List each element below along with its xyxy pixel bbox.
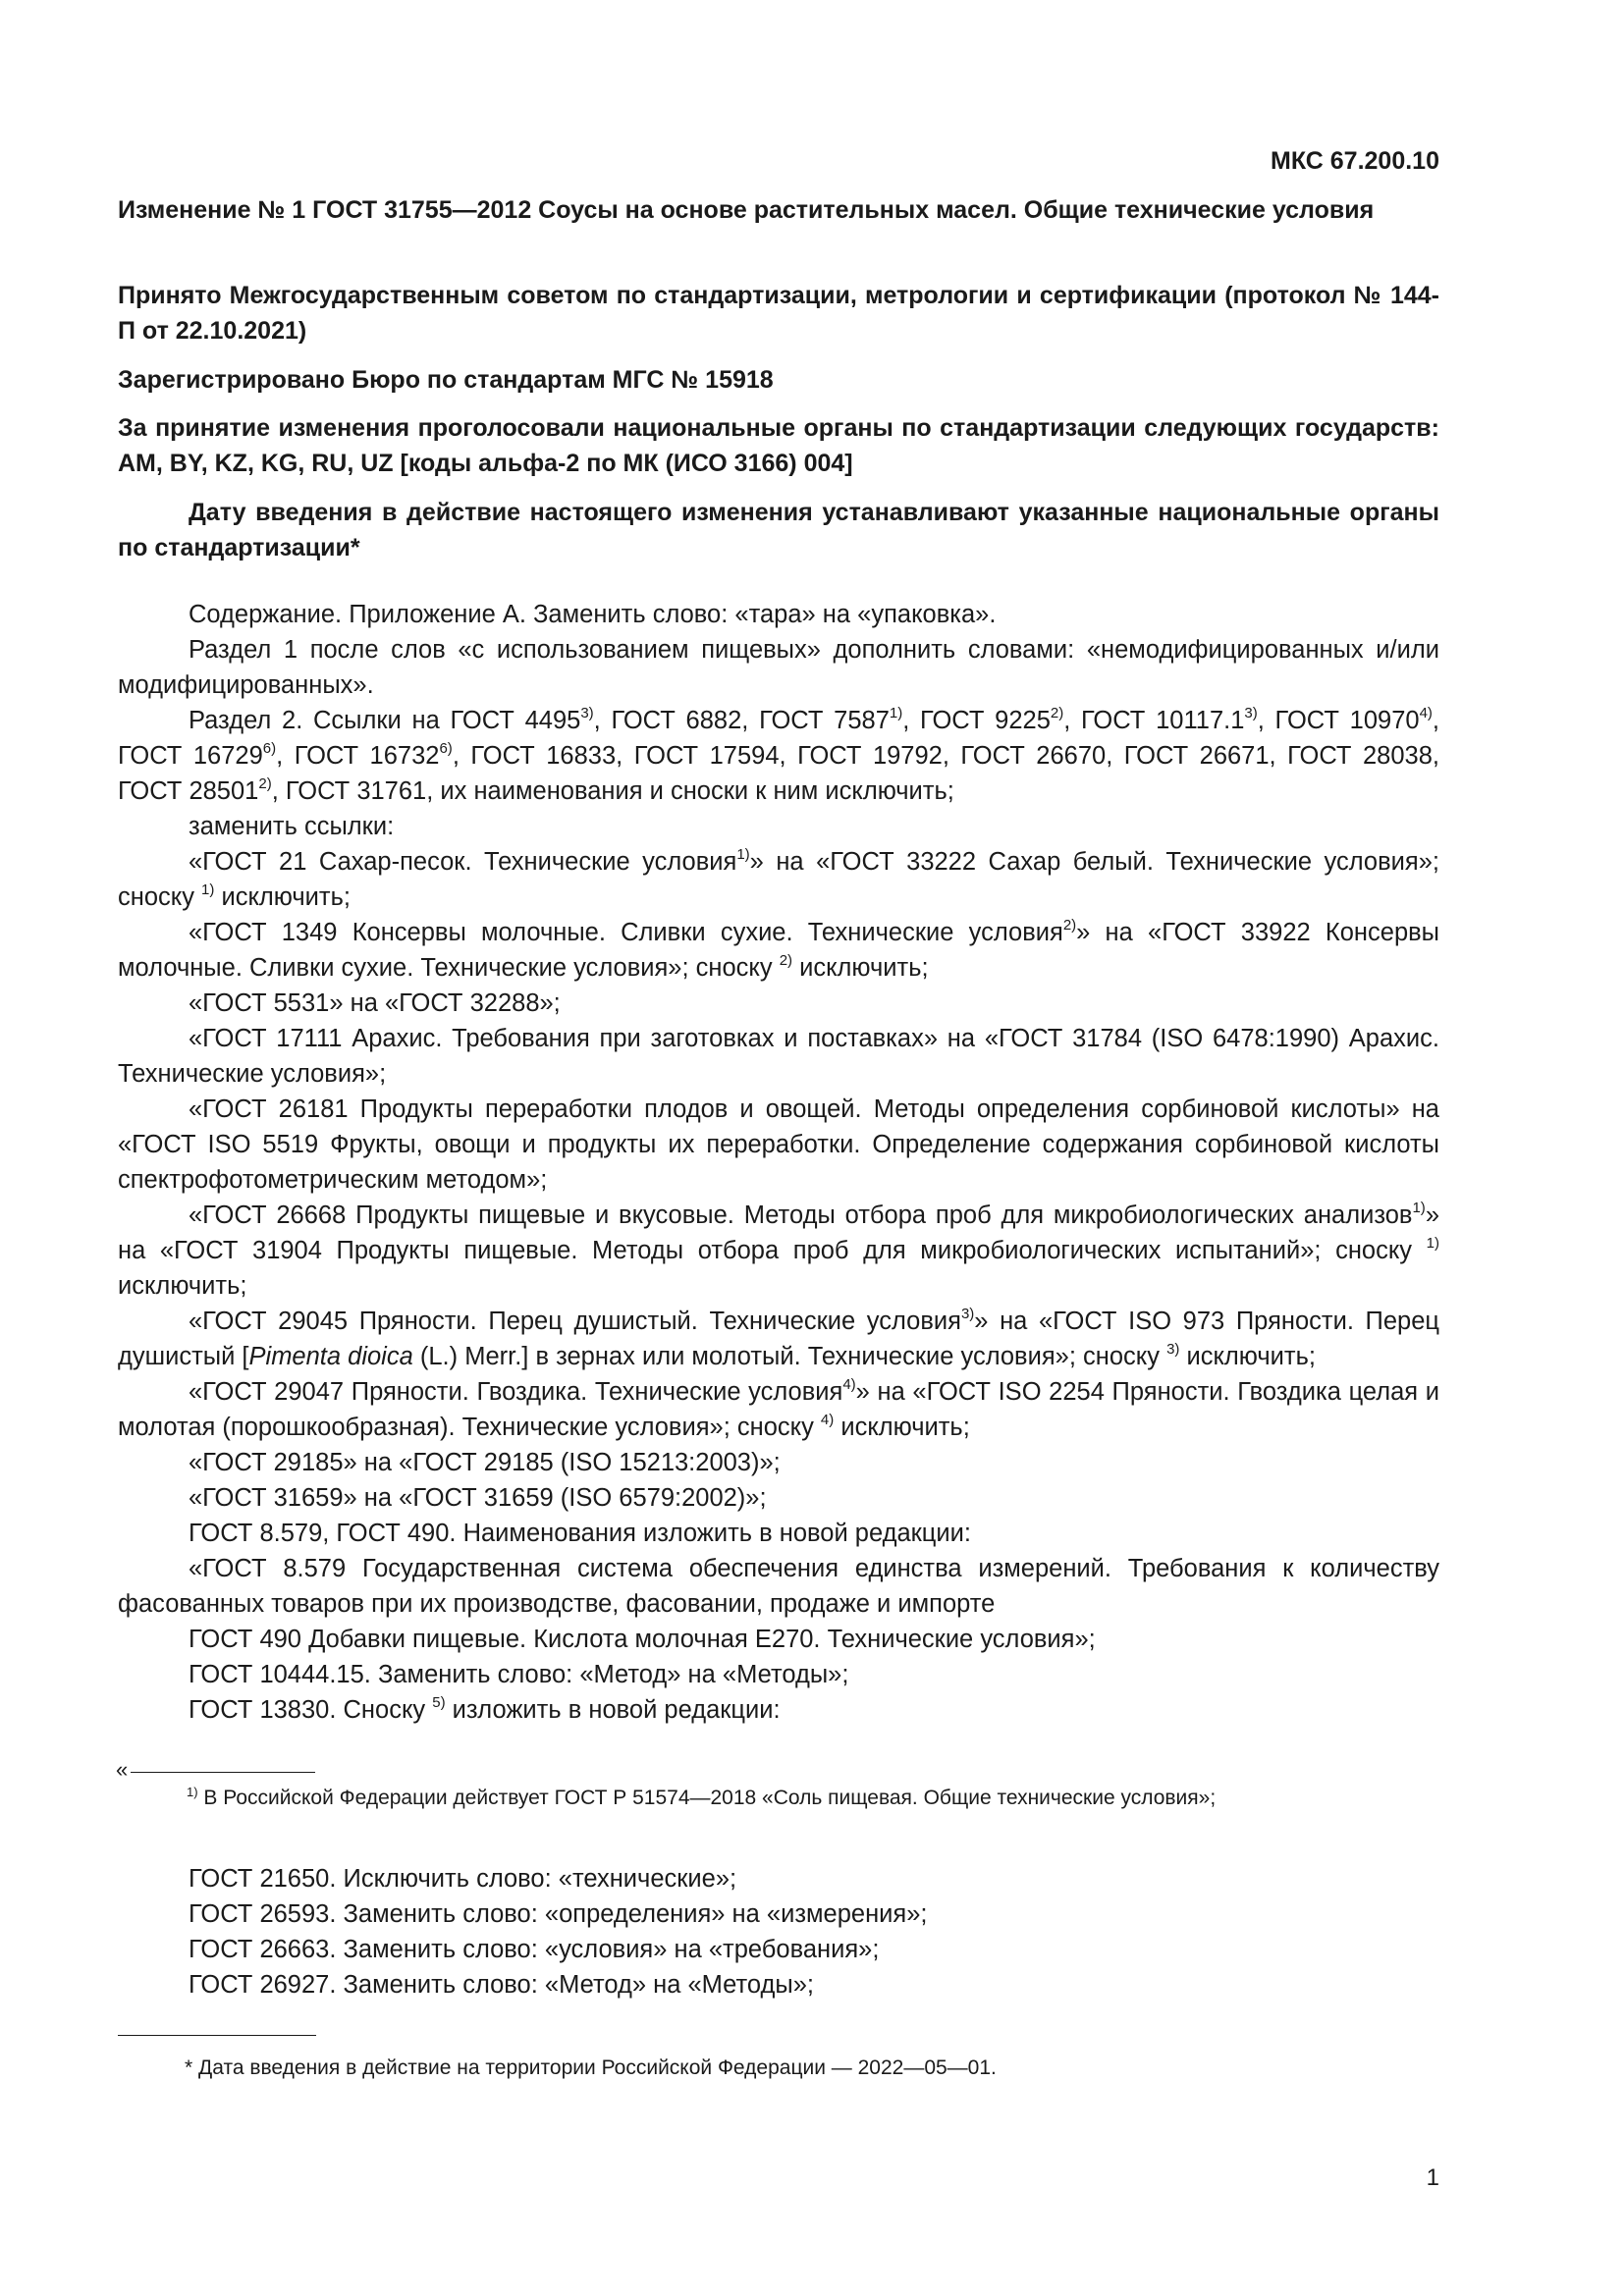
classification-code: МКС 67.200.10 <box>1271 147 1439 175</box>
body-paragraph: ГОСТ 26593. Заменить слово: «определения» на «измерения»; <box>189 1900 928 1928</box>
body-paragraph: ГОСТ 490 Добавки пищевые. Кислота молочная Е270. Технические условия»; <box>189 1626 1096 1653</box>
body-paragraph: «ГОСТ 8.579 Государственная система обеспечения единства измерений. Требования к количеству фасованных товаров при их производстве, фасовании, продаже и импорте <box>118 1555 1439 1618</box>
body-paragraph: «ГОСТ 17111 Арахис. Требования при заготовках и поставках» на «ГОСТ 31784 (ISO 6478:1990) Арахис. Технические условия»; <box>118 1025 1439 1088</box>
body-paragraph: «ГОСТ 26668 Продукты пищевые и вкусовые. Методы отбора проб для микробиологических анализов$^{1)}$» на «ГОСТ 31904 Продукты пищевые. Методы отбора проб для микробиологических испытаний»; сноску $^{1)}$ исключить; <box>118 1199 1439 1300</box>
amendment-body-continued <box>118 1861 1439 2002</box>
body-paragraph: ГОСТ 26927. Заменить слово: «Метод» на «Методы»; <box>189 1971 814 1999</box>
voting-note: За принятие изменения проголосовали национальные органы по стандартизации следующих государств: AM, BY, KZ, KG, RU, UZ [коды альфа-2 по МК (ИСО 3166) 004] <box>118 414 1439 477</box>
body-paragraph: ГОСТ 10444.15. Заменить слово: «Метод» на «Методы»; <box>189 1661 849 1688</box>
body-paragraph: Содержание. Приложение А. Заменить слово: «тара» на «упаковка». <box>189 601 997 628</box>
page-number: 1 <box>1426 2164 1439 2191</box>
footnote-separator <box>131 1772 315 1773</box>
body-paragraph: «ГОСТ 29185» на «ГОСТ 29185 (ISO 15213:2003)»; <box>189 1449 781 1476</box>
registration-note: Зарегистрировано Бюро по стандартам МГС № 15918 <box>118 366 774 394</box>
body-paragraph: ГОСТ 26663. Заменить слово: «условия» на «требования»; <box>189 1936 880 1963</box>
body-paragraph: Раздел 1 после слов «с использованием пищевых» дополнить словами: «немодифицированных и/или модифицированных». <box>118 636 1439 699</box>
amendment-body <box>118 597 1439 1728</box>
body-paragraph: ГОСТ 13830. Сноску $^{5)}$ изложить в новой редакции: <box>189 1693 781 1724</box>
footnote-quote-mark: « <box>116 1757 129 1782</box>
page-footnote: * Дата введения в действие на территории Российской Федерации — 2022—05—01. <box>185 2056 997 2079</box>
body-paragraph: ГОСТ 21650. Исключить слово: «технические»; <box>189 1865 737 1893</box>
adoption-note: Принято Межгосударственным советом по стандартизации, метрологии и сертификации (протокол № 144-П от 22.10.2021) <box>118 282 1439 345</box>
amendment-title: Изменение № 1 ГОСТ 31755—2012 Соусы на основе растительных масел. Общие технические условия <box>118 196 1375 224</box>
body-paragraph: «ГОСТ 29045 Пряности. Перец душистый. Технические условия$^{3)}$» на «ГОСТ ISO 973 Пряности. Перец душистый [Pimenta dioica (L.) Merr.] в зернах или молотый. Технические условия»; сноску $^{3)}$ исключить; <box>118 1305 1439 1370</box>
page-footnote-separator <box>118 2035 316 2036</box>
effective-date-note: Дату введения в действие настоящего изменения устанавливают указанные национальные органы по стандартизации* <box>118 499 1439 561</box>
inner-footnote-text: $^{1)}$ В Российской Федерации действует ГОСТ Р 51574—2018 «Соль пищевая. Общие технические условия»; <box>187 1785 1217 1809</box>
body-paragraph: заменить ссылки: <box>189 813 395 840</box>
body-paragraph: «ГОСТ 31659» на «ГОСТ 31659 (ISO 6579:2002)»; <box>189 1484 767 1512</box>
body-paragraph: «ГОСТ 26181 Продукты переработки плодов и овощей. Методы определения сорбиновой кислоты» на «ГОСТ ISO 5519 Фрукты, овощи и продукты их переработки. Определение содержания сорбиновой кислоты спектрофотометрическим методом»; <box>118 1095 1439 1194</box>
body-paragraph: «ГОСТ 5531» на «ГОСТ 32288»; <box>189 989 561 1017</box>
body-paragraph: Раздел 2. Ссылки на ГОСТ 4495$^{3)}$, ГОСТ 6882, ГОСТ 7587$^{1)}$, ГОСТ 9225$^{2)}$, ГОСТ 10117.1$^{3)}$, ГОСТ 10970$^{4)}$, ГОСТ 16729$^{6)}$, ГОСТ 16732$^{6)}$, ГОСТ 16833, ГОСТ 17594, ГОСТ 19792, ГОСТ 26670, ГОСТ 26671, ГОСТ 28038, ГОСТ 28501$^{2)}$, ГОСТ 31761, их наименования и сноски к ним исключить; <box>118 704 1439 805</box>
body-paragraph: «ГОСТ 1349 Консервы молочные. Сливки сухие. Технические условия$^{2)}$» на «ГОСТ 33922 Консервы молочные. Сливки сухие. Технические условия»; сноску $^{2)}$ исключить; <box>118 916 1440 982</box>
body-paragraph: ГОСТ 8.579, ГОСТ 490. Наименования изложить в новой редакции: <box>189 1520 971 1547</box>
body-paragraph: «ГОСТ 21 Сахар-песок. Технические условия$^{1)}$» на «ГОСТ 33222 Сахар белый. Технические условия»; сноску $^{1)}$ исключить; <box>118 845 1439 911</box>
body-paragraph: «ГОСТ 29047 Пряности. Гвоздика. Технические условия$^{4)}$» на «ГОСТ ISO 2254 Пряности. Гвоздика целая и молотая (порошкообразная). Технические условия»; сноску $^{4)}$ исключить; <box>118 1375 1440 1441</box>
